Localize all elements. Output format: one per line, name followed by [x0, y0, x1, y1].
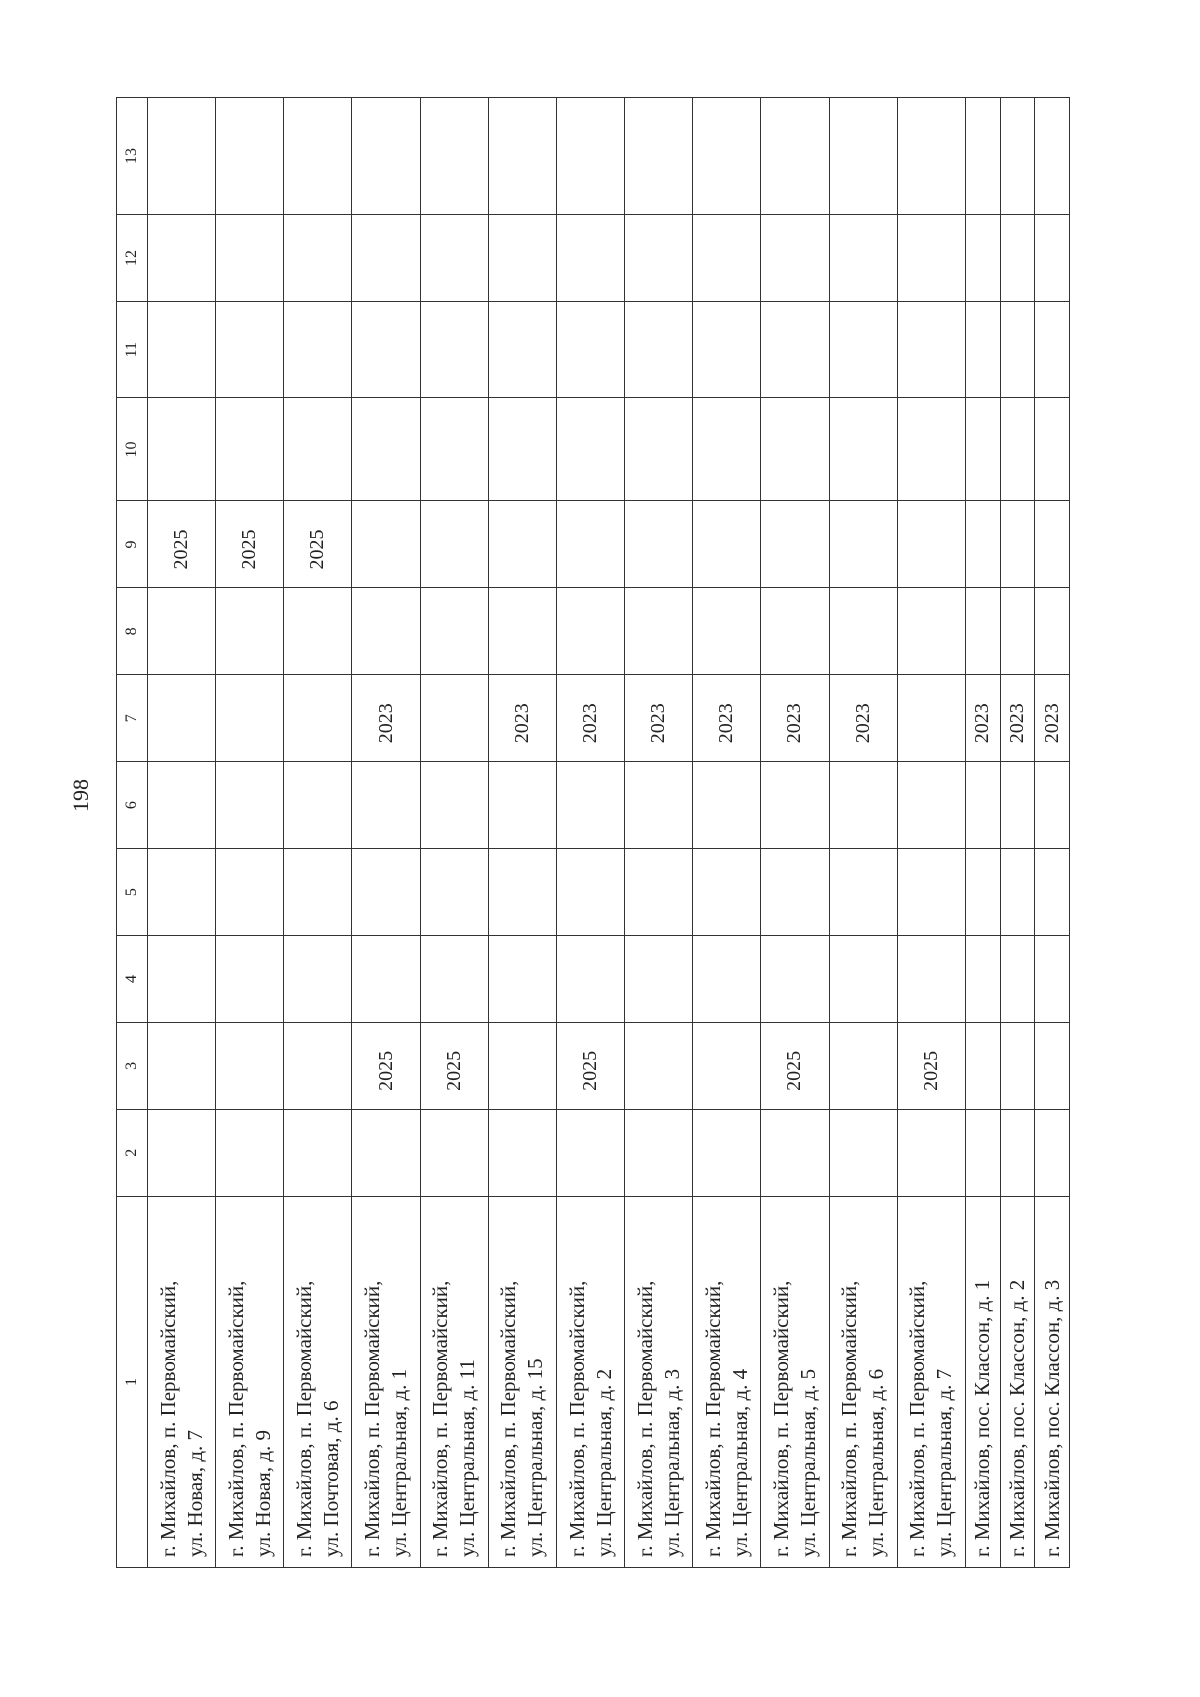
table-cell — [420, 762, 488, 849]
table-cell — [693, 215, 761, 302]
table-cell — [761, 1109, 829, 1196]
table-cell — [761, 588, 829, 675]
table-cell: 2023 — [625, 675, 693, 762]
table-cell: 2023 — [556, 675, 624, 762]
column-header-5: 5 — [117, 849, 148, 936]
table-cell — [1035, 936, 1070, 1023]
table-cell — [488, 215, 556, 302]
column-header-3: 3 — [117, 1022, 148, 1109]
table-cell — [1000, 501, 1035, 588]
table-row — [693, 98, 761, 1568]
address-cell: г. Михайлов, п. Первомайский, ул. Центральная, д. 5 — [761, 1196, 829, 1567]
address-cell: г. Михайлов, п. Первомайский, ул. Центральная, д. 15 — [488, 1196, 556, 1567]
column-header-9: 9 — [117, 501, 148, 588]
table-cell — [965, 762, 1000, 849]
address-cell: г. Михайлов, пос. Классон, д. 3 — [1035, 1196, 1070, 1567]
table-row — [1000, 98, 1035, 1568]
table-cell — [148, 675, 216, 762]
address-cell: г. Михайлов, п. Первомайский, ул. Центральная, д. 3 — [625, 1196, 693, 1567]
table-cell — [488, 762, 556, 849]
table-cell — [625, 215, 693, 302]
table-row — [897, 98, 965, 1568]
table-cell — [216, 675, 284, 762]
table-cell — [148, 215, 216, 302]
table-cell — [829, 1109, 897, 1196]
table-cell — [488, 936, 556, 1023]
address-cell: г. Михайлов, пос. Классон, д. 1 — [965, 1196, 1000, 1567]
table-cell — [625, 301, 693, 398]
table-cell — [965, 301, 1000, 398]
table-cell: 2025 — [284, 501, 352, 588]
table-cell — [965, 398, 1000, 501]
table-cell — [625, 936, 693, 1023]
table-cell — [625, 98, 693, 215]
address-cell: г. Михайлов, п. Первомайский, ул. Центральная, д. 11 — [420, 1196, 488, 1567]
table-cell: 2023 — [965, 675, 1000, 762]
table-cell — [556, 215, 624, 302]
table-cell — [1000, 215, 1035, 302]
address-cell: г. Михайлов, п. Первомайский, ул. Почтовая, д. 6 — [284, 1196, 352, 1567]
table-cell — [352, 849, 420, 936]
table-cell — [284, 849, 352, 936]
table-cell — [352, 588, 420, 675]
table-row — [216, 98, 284, 1568]
table-cell — [829, 936, 897, 1023]
table-cell — [965, 215, 1000, 302]
table-cell — [556, 301, 624, 398]
column-header-6: 6 — [117, 762, 148, 849]
table-cell — [148, 98, 216, 215]
table-cell — [352, 98, 420, 215]
table-cell — [1035, 762, 1070, 849]
table-cell — [897, 398, 965, 501]
table-cell — [1035, 1022, 1070, 1109]
table-cell — [284, 301, 352, 398]
table-cell — [352, 501, 420, 588]
column-header-8: 8 — [117, 588, 148, 675]
table-cell — [897, 588, 965, 675]
table-sheet — [116, 97, 1070, 1568]
table-cell — [420, 936, 488, 1023]
table-cell — [420, 1109, 488, 1196]
table-row — [556, 98, 624, 1568]
table-cell — [284, 588, 352, 675]
table-cell — [829, 501, 897, 588]
data-table — [116, 97, 1070, 1568]
table-cell — [216, 1022, 284, 1109]
table-cell — [420, 398, 488, 501]
table-cell — [761, 762, 829, 849]
table-cell — [761, 398, 829, 501]
table-cell — [420, 98, 488, 215]
table-cell — [965, 588, 1000, 675]
table-row — [965, 98, 1000, 1568]
table-cell — [284, 675, 352, 762]
table-cell — [829, 398, 897, 501]
table-cell — [352, 215, 420, 302]
table-cell — [1000, 762, 1035, 849]
table-cell — [216, 849, 284, 936]
table-cell: 2023 — [693, 675, 761, 762]
table-cell — [284, 215, 352, 302]
table-cell — [829, 98, 897, 215]
table-cell — [897, 675, 965, 762]
table-body — [148, 98, 1070, 1568]
address-cell: г. Михайлов, п. Первомайский, ул. Центральная, д. 4 — [693, 1196, 761, 1567]
table-cell — [556, 398, 624, 501]
address-cell: г. Михайлов, п. Первомайский, ул. Новая, д. 9 — [216, 1196, 284, 1567]
table-cell: 2023 — [352, 675, 420, 762]
table-cell — [693, 588, 761, 675]
table-cell: 2025 — [897, 1022, 965, 1109]
table-cell — [829, 215, 897, 302]
table-cell — [897, 762, 965, 849]
table-cell — [897, 98, 965, 215]
table-cell — [693, 936, 761, 1023]
table-row — [829, 98, 897, 1568]
table-cell: 2023 — [1000, 675, 1035, 762]
table-cell — [148, 849, 216, 936]
table-cell — [420, 675, 488, 762]
rotated-table-container — [116, 97, 1070, 1568]
table-cell — [761, 301, 829, 398]
table-cell — [556, 501, 624, 588]
table-cell — [625, 398, 693, 501]
table-cell — [965, 98, 1000, 215]
table-cell — [761, 849, 829, 936]
table-cell — [1035, 398, 1070, 501]
table-cell — [216, 215, 284, 302]
address-cell: г. Михайлов, п. Первомайский, ул. Центральная, д. 2 — [556, 1196, 624, 1567]
column-header-11: 11 — [117, 301, 148, 398]
table-cell — [284, 936, 352, 1023]
table-cell — [897, 215, 965, 302]
address-cell: г. Михайлов, п. Первомайский, ул. Новая, д. 7 — [148, 1196, 216, 1567]
table-cell — [1000, 98, 1035, 215]
table-cell — [284, 1109, 352, 1196]
table-cell — [693, 301, 761, 398]
table-cell — [693, 762, 761, 849]
table-cell — [488, 588, 556, 675]
table-cell — [1000, 1022, 1035, 1109]
column-header-7: 7 — [117, 675, 148, 762]
table-cell — [148, 301, 216, 398]
table-cell — [693, 1109, 761, 1196]
table-cell — [284, 762, 352, 849]
table-cell — [1000, 849, 1035, 936]
table-cell — [625, 1022, 693, 1109]
table-cell — [1035, 849, 1070, 936]
table-cell — [488, 301, 556, 398]
column-header-4: 4 — [117, 936, 148, 1023]
column-header-13: 13 — [117, 98, 148, 215]
table-cell — [420, 501, 488, 588]
table-cell — [352, 1109, 420, 1196]
table-cell — [1000, 588, 1035, 675]
table-cell — [965, 1109, 1000, 1196]
table-cell — [693, 501, 761, 588]
table-cell — [1035, 98, 1070, 215]
table-cell — [556, 588, 624, 675]
table-cell — [216, 588, 284, 675]
header-row — [117, 98, 148, 1568]
address-cell: г. Михайлов, п. Первомайский, ул. Центральная, д. 6 — [829, 1196, 897, 1567]
table-cell — [1035, 301, 1070, 398]
column-header-1: 1 — [117, 1196, 148, 1567]
table-cell — [693, 398, 761, 501]
table-cell — [1035, 215, 1070, 302]
table-cell — [625, 501, 693, 588]
table-cell — [625, 849, 693, 936]
column-header-12: 12 — [117, 215, 148, 302]
table-cell — [420, 588, 488, 675]
table-cell — [693, 1022, 761, 1109]
table-cell — [216, 398, 284, 501]
table-cell — [556, 762, 624, 849]
table-cell: 2025 — [556, 1022, 624, 1109]
table-cell — [829, 588, 897, 675]
table-cell — [693, 98, 761, 215]
table-cell — [420, 849, 488, 936]
table-cell: 2025 — [352, 1022, 420, 1109]
table-cell — [488, 1109, 556, 1196]
address-cell: г. Михайлов, пос. Классон, д. 2 — [1000, 1196, 1035, 1567]
table-cell — [148, 1022, 216, 1109]
table-cell — [284, 1022, 352, 1109]
table-cell — [148, 936, 216, 1023]
table-cell — [965, 849, 1000, 936]
table-cell — [1000, 398, 1035, 501]
table-cell — [625, 762, 693, 849]
table-row — [284, 98, 352, 1568]
table-cell — [488, 398, 556, 501]
table-row — [352, 98, 420, 1568]
table-row — [148, 98, 216, 1568]
table-row — [761, 98, 829, 1568]
table-cell — [488, 849, 556, 936]
table-cell — [284, 98, 352, 215]
table-cell — [693, 849, 761, 936]
table-cell — [352, 301, 420, 398]
table-cell — [897, 936, 965, 1023]
table-cell — [897, 501, 965, 588]
table-cell — [897, 301, 965, 398]
column-header-10: 10 — [117, 398, 148, 501]
table-cell — [1035, 588, 1070, 675]
table-cell: 2025 — [148, 501, 216, 588]
table-cell — [420, 301, 488, 398]
table-cell — [625, 1109, 693, 1196]
table-row — [625, 98, 693, 1568]
table-cell — [965, 936, 1000, 1023]
table-cell — [829, 762, 897, 849]
table-row — [488, 98, 556, 1568]
table-cell: 2023 — [761, 675, 829, 762]
table-cell — [556, 849, 624, 936]
table-cell — [1035, 501, 1070, 588]
column-header-2: 2 — [117, 1109, 148, 1196]
table-cell — [1000, 936, 1035, 1023]
table-cell — [216, 936, 284, 1023]
table-cell — [1000, 301, 1035, 398]
table-cell — [1000, 1109, 1035, 1196]
table-cell — [761, 98, 829, 215]
table-cell — [148, 1109, 216, 1196]
table-cell — [897, 849, 965, 936]
address-cell: г. Михайлов, п. Первомайский, ул. Центральная, д. 7 — [897, 1196, 965, 1567]
table-cell — [284, 398, 352, 501]
table-cell — [761, 215, 829, 302]
table-cell — [420, 215, 488, 302]
table-cell — [148, 588, 216, 675]
table-cell: 2023 — [488, 675, 556, 762]
table-cell — [488, 98, 556, 215]
table-cell — [216, 301, 284, 398]
table-cell — [216, 762, 284, 849]
table-cell — [352, 398, 420, 501]
table-row — [420, 98, 488, 1568]
table-cell — [625, 588, 693, 675]
table-cell — [148, 762, 216, 849]
table-cell — [556, 936, 624, 1023]
table-cell — [216, 98, 284, 215]
table-cell — [897, 1109, 965, 1196]
address-cell: г. Михайлов, п. Первомайский, ул. Центральная, д. 1 — [352, 1196, 420, 1567]
table-cell — [965, 1022, 1000, 1109]
table-cell — [1035, 1109, 1070, 1196]
table-cell: 2023 — [1035, 675, 1070, 762]
table-row — [1035, 98, 1070, 1568]
table-cell — [965, 501, 1000, 588]
table-cell: 2025 — [761, 1022, 829, 1109]
table-cell — [216, 1109, 284, 1196]
table-cell — [488, 501, 556, 588]
table-cell — [556, 98, 624, 215]
table-cell — [829, 1022, 897, 1109]
table-cell — [352, 936, 420, 1023]
table-cell — [829, 849, 897, 936]
table-cell — [829, 301, 897, 398]
table-cell — [148, 398, 216, 501]
table-cell: 2025 — [216, 501, 284, 588]
table-cell — [761, 501, 829, 588]
table-cell — [556, 1109, 624, 1196]
table-cell — [488, 1022, 556, 1109]
table-cell — [761, 936, 829, 1023]
table-cell: 2025 — [420, 1022, 488, 1109]
page-number: 198 — [68, 779, 93, 812]
table-cell: 2023 — [829, 675, 897, 762]
table-cell — [352, 762, 420, 849]
